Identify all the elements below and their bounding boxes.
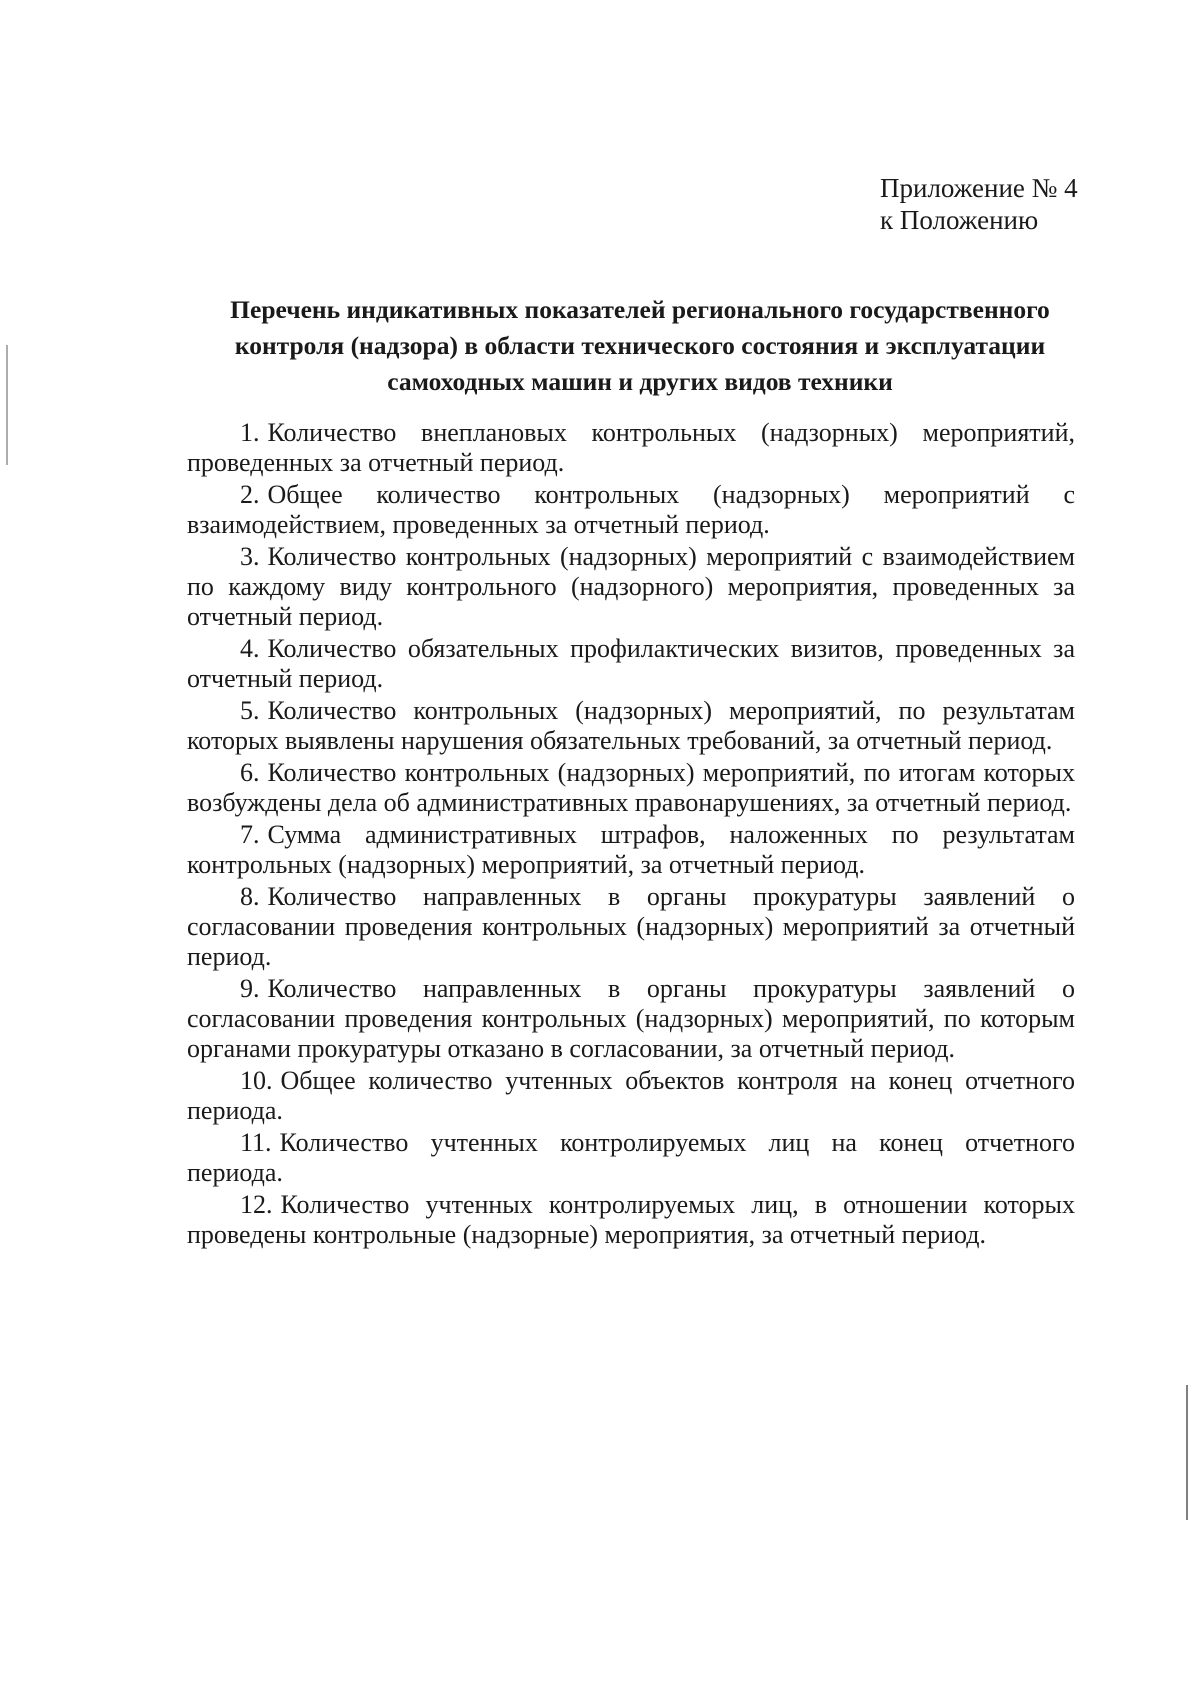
item-text: Количество учтенных контролируемых лиц, в отношении которых проведены контрольные (надзорные) мероприятия, за отчетный период. [187,1190,1075,1249]
item-text: Общее количество контрольных (надзорных) мероприятий с взаимодействием, проведенных за отчетный период. [187,480,1075,539]
list-item [187,882,1075,972]
item-number: 6. [240,758,260,787]
item-text: Количество направленных в органы прокуратуры заявлений о согласовании проведения контрольных (надзорных) мероприятий, по которым органами прокуратуры отказано в согласовании, за отчетный период. [187,974,1075,1063]
list-item [187,634,1075,694]
item-text: Общее количество учтенных объектов контроля на конец отчетного периода. [187,1066,1075,1125]
appendix-reference: к Положению [880,205,1039,235]
item-text: Количество направленных в органы прокуратуры заявлений о согласовании проведения контрольных (надзорных) мероприятий за отчетный период. [187,882,1075,971]
appendix-header [880,172,1078,236]
list-item [187,418,1075,478]
list-item [187,974,1075,1064]
item-text: Количество учтенных контролируемых лиц на конец отчетного периода. [187,1128,1075,1187]
list-item [187,1128,1075,1188]
scan-artifact-right [1186,1385,1188,1520]
item-number: 12. [240,1190,273,1219]
list-item [187,542,1075,632]
document-title [190,292,1090,400]
item-text: Количество контрольных (надзорных) мероприятий с взаимодействием по каждому виду контрольного (надзорного) мероприятия, проведенных за отчетный период. [187,542,1075,631]
title-line-1: Перечень индикативных показателей регионального государственного [230,295,1050,324]
item-number: 10. [240,1066,273,1095]
list-item [187,820,1075,880]
list-item [187,480,1075,540]
item-text: Количество обязательных профилактических визитов, проведенных за отчетный период. [187,634,1075,693]
item-number: 11. [240,1128,272,1157]
list-item [187,758,1075,818]
item-number: 7. [240,820,260,849]
title-line-3: самоходных машин и других видов техники [387,367,893,396]
item-number: 4. [240,634,260,663]
item-number: 2. [240,480,260,509]
scan-artifact-left [6,345,8,465]
title-line-2: контроля (надзора) в области технического состояния и эксплуатации [234,331,1046,360]
item-text: Сумма административных штрафов, наложенных по результатам контрольных (надзорных) мероприятий, за отчетный период. [187,820,1075,879]
list-item [187,1066,1075,1126]
indicator-list [187,418,1075,1252]
item-text: Количество контрольных (надзорных) мероприятий, по результатам которых выявлены нарушения обязательных требований, за отчетный период. [187,696,1075,755]
appendix-number: Приложение № 4 [880,173,1078,203]
item-number: 5. [240,696,260,725]
list-item [187,696,1075,756]
item-number: 3. [240,542,260,571]
item-number: 1. [240,418,260,447]
list-item [187,1190,1075,1250]
item-text: Количество контрольных (надзорных) мероприятий, по итогам которых возбуждены дела об административных правонарушениях, за отчетный период. [187,758,1075,817]
item-number: 9. [240,974,260,1003]
item-number: 8. [240,882,260,911]
item-text: Количество внеплановых контрольных (надзорных) мероприятий, проведенных за отчетный период. [187,418,1075,477]
